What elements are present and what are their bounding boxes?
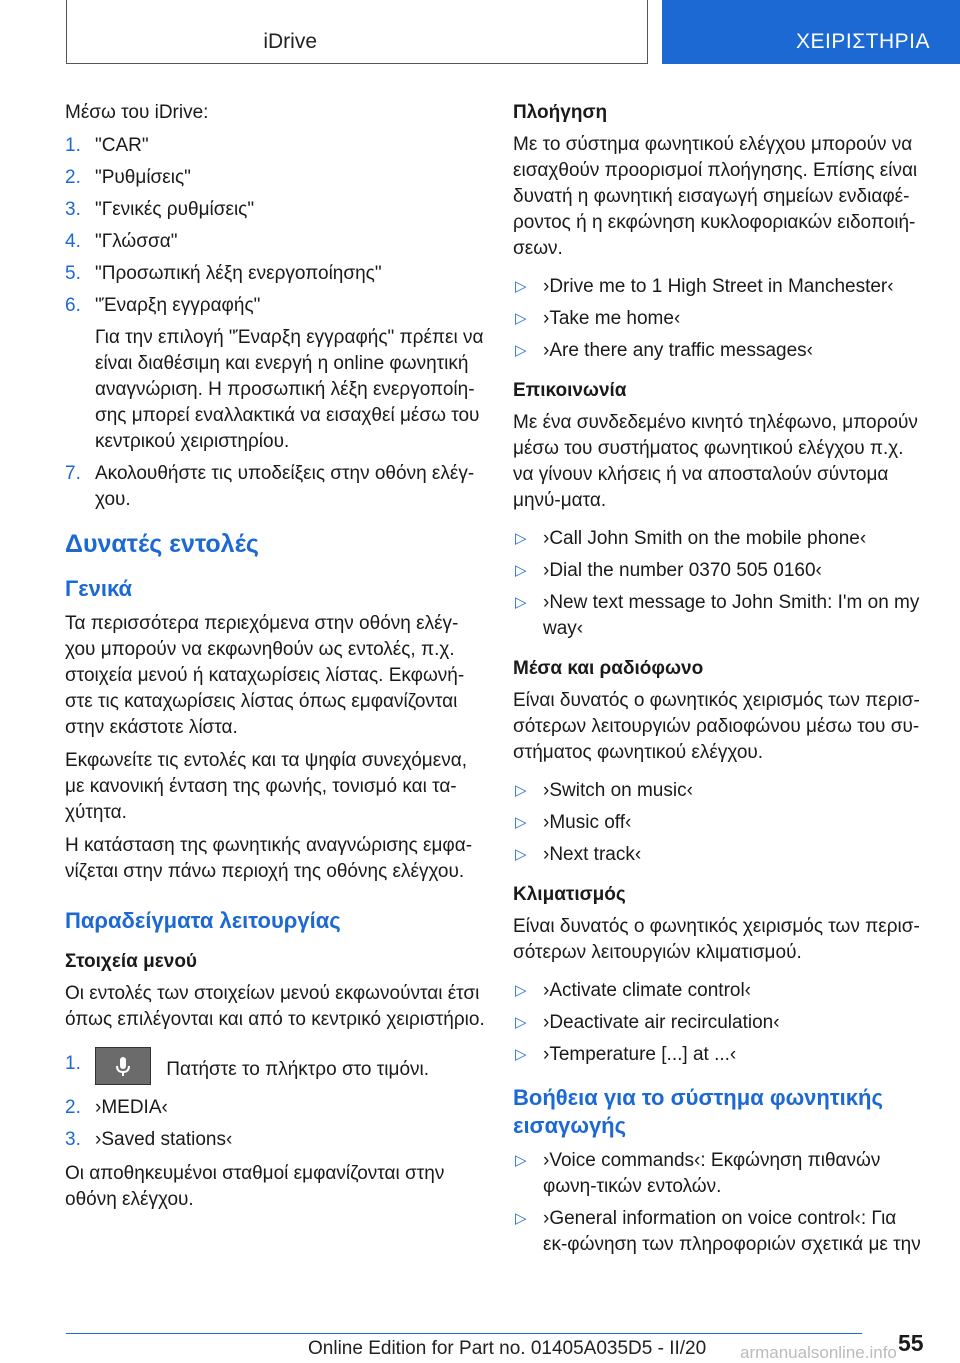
list-item	[513, 1010, 923, 1036]
heading-voice-help: Βοήθεια για το σύστημα φωνητικής εισαγωγής	[513, 1085, 883, 1138]
header-chapter-tab: ΧΕΙΡΙΣΤΗΡΙΑ	[662, 0, 960, 64]
paragraph: Με ένα συνδεδεμένο κινητό τηλέφωνο, μπορούν μέσω του συστήματος φωνητικού ελέγχου π.χ. να γίνουν κλήσεις ή να αποσταλούν σύντομα μηνύ-ματα.	[513, 412, 918, 511]
header-section-title: iDrive	[263, 30, 317, 53]
triangle-bullet-icon: ▷	[515, 310, 527, 327]
command-text: ›Drive me to 1 High Street in Manchester‹	[543, 276, 894, 297]
paragraph: Είναι δυνατός ο φωνητικός χειρισμός των περισ-σότερων λειτουργιών ραδιοφώνου μέσω του συ-στήματος φωνητικού ελέγχου.	[513, 690, 920, 763]
step-body	[95, 293, 487, 455]
step-text: "Γενικές ρυθμίσεις"	[95, 199, 255, 220]
list-item	[65, 261, 487, 287]
footer-edition: Online Edition for Part no. 01405A035D5 - II/20	[308, 1338, 707, 1359]
list-item	[513, 842, 923, 868]
settings-steps	[65, 133, 487, 513]
command-text: ›Temperature [...] at ...‹	[543, 1044, 737, 1065]
triangle-bullet-icon: ▷	[515, 530, 527, 547]
help-commands	[513, 1148, 923, 1258]
heading-menu-items: Στοιχεία μενού	[65, 951, 197, 972]
command-text: ›Voice commands‹: Εκφώνηση πιθανών φωνη-τικών εντολών.	[543, 1150, 881, 1197]
step-text: "Έναρξη εγγραφής"	[95, 295, 261, 316]
step-text: Πατήστε το πλήκτρο στο τιμόνι.	[166, 1059, 430, 1081]
command-text: ›Call John Smith on the mobile phone‹	[543, 528, 867, 549]
triangle-bullet-icon: ▷	[515, 1014, 527, 1031]
heading-communication: Επικοινωνία	[513, 380, 627, 401]
list-item	[65, 229, 487, 255]
step-text: "Προσωπική λέξη ενεργοποίησης"	[95, 263, 382, 284]
command-text: ›General information on voice control‹: Για εκ-φώνηση των πληροφοριών σχετικά με την	[543, 1208, 921, 1255]
command-text: ›Take me home‹	[543, 308, 681, 329]
heading-media-radio: Μέσα και ραδιόφωνο	[513, 658, 704, 679]
step-number: 4.	[65, 231, 81, 252]
paragraph: Οι εντολές των στοιχείων μενού εκφωνούνται έτσι όπως επιλέγονται και από το κεντρικό χειριστήριο.	[65, 983, 485, 1030]
triangle-bullet-icon: ▷	[515, 562, 527, 579]
heading-navigation: Πλοήγηση	[513, 102, 608, 123]
step-number: 3.	[65, 1129, 81, 1150]
paragraph: Είναι δυνατός ο φωνητικός χειρισμός των περισ-σότερων λειτουργιών κλιματισμού.	[513, 916, 920, 963]
page-number: 55	[898, 1330, 924, 1356]
step-number: 2.	[65, 167, 81, 188]
list-item	[513, 306, 923, 332]
footer-divider	[66, 1333, 862, 1334]
list-item	[513, 810, 923, 836]
step-number: 7.	[65, 463, 81, 484]
step-text: "Γλώσσα"	[95, 231, 178, 252]
list-item	[513, 558, 923, 584]
triangle-bullet-icon: ▷	[515, 1046, 527, 1063]
list-item	[65, 133, 487, 159]
step-text: Ακολουθήστε τις υποδείξεις στην οθόνη ελέγ-χου.	[95, 463, 475, 510]
list-item	[65, 1051, 487, 1089]
command-text: ›Are there any traffic messages‹	[543, 340, 813, 361]
list-item	[513, 1042, 923, 1068]
list-item	[65, 165, 487, 191]
step-number: 6.	[65, 295, 81, 316]
command-text: ›New text message to John Smith: I'm on my way‹	[543, 592, 920, 639]
heading-general: Γενικά	[65, 576, 133, 601]
command-text: ›Next track‹	[543, 844, 642, 865]
triangle-bullet-icon: ▷	[515, 982, 527, 999]
list-item	[513, 1206, 923, 1258]
step-number: 3.	[65, 199, 81, 220]
triangle-bullet-icon: ▷	[515, 782, 527, 799]
command-text: ›Deactivate air recirculation‹	[543, 1012, 780, 1033]
triangle-bullet-icon: ▷	[515, 1210, 527, 1227]
heading-examples: Παραδείγματα λειτουργίας	[65, 908, 341, 933]
navigation-commands	[513, 274, 923, 364]
step-text: ›MEDIA‹	[95, 1097, 168, 1118]
list-item	[65, 1127, 487, 1153]
command-text: ›Dial the number 0370 505 0160‹	[543, 560, 822, 581]
list-item	[513, 778, 923, 804]
list-item	[65, 293, 487, 455]
list-item	[65, 1095, 487, 1121]
header-frame	[66, 0, 648, 64]
climate-commands	[513, 978, 923, 1068]
triangle-bullet-icon: ▷	[515, 846, 527, 863]
paragraph: Οι αποθηκευμένοι σταθμοί εμφανίζονται στην οθόνη ελέγχου.	[65, 1163, 445, 1210]
step-body	[95, 1051, 487, 1089]
triangle-bullet-icon: ▷	[515, 278, 527, 295]
list-item	[513, 338, 923, 364]
triangle-bullet-icon: ▷	[515, 1152, 527, 1169]
step-text: "Ρυθμίσεις"	[95, 167, 191, 188]
step-number: 1.	[65, 135, 81, 156]
step-text: "CAR"	[95, 135, 149, 156]
step-note: Για την επιλογή "Έναρξη εγγραφής" πρέπει να είναι διαθέσιμη και ενεργή η online φωνητική αναγνώριση. Η προσωπική λέξη ενεργοποίη-σης μπορεί εναλλακτικά να εισαχθεί μέσω του κεντρικού χειριστηρίου.	[95, 327, 484, 452]
left-column	[65, 100, 487, 1220]
triangle-bullet-icon: ▷	[515, 594, 527, 611]
media-commands	[513, 778, 923, 868]
list-item	[513, 590, 923, 642]
list-item	[513, 1148, 923, 1200]
paragraph: Με το σύστημα φωνητικού ελέγχου μπορούν να εισαχθούν προορισμοί πλοήγησης. Επίσης είναι δυνατή η φωνητική εισαγωγή σημείων ενδιαφέ-ροντος ή η εκφώνηση κυκλοφοριακών ειδοποιή-σεων.	[513, 134, 918, 259]
triangle-bullet-icon: ▷	[515, 814, 527, 831]
triangle-bullet-icon: ▷	[515, 342, 527, 359]
step-number: 5.	[65, 263, 81, 284]
heading-climate: Κλιματισμός	[513, 884, 626, 905]
step-number: 1.	[65, 1053, 81, 1074]
right-column	[513, 100, 923, 1266]
list-item	[513, 978, 923, 1004]
command-text: ›Activate climate control‹	[543, 980, 752, 1001]
paragraph: Η κατάσταση της φωνητικής αναγνώρισης εμφα-νίζεται στην πάνω περιοχή της οθόνης ελέγχου.	[65, 835, 473, 882]
command-text: ›Music off‹	[543, 812, 632, 833]
paragraph: Τα περισσότερα περιεχόμενα στην οθόνη ελέγ-χου μπορούν να εκφωνηθούν ως εντολές, π.χ. στοιχεία μενού ή καταχωρίσεις λίστας. Εκφωνή-στε τις καταχωρίσεις λίστας όπως εμφανίζονται στην εκάστοτε λίστα.	[65, 613, 465, 738]
step-text: ›Saved stations‹	[95, 1129, 233, 1150]
list-item	[513, 274, 923, 300]
watermark: armanualsonline.info	[740, 1343, 897, 1362]
microphone-button-icon	[95, 1047, 151, 1085]
list-item	[65, 461, 487, 513]
command-text: ›Switch on music‹	[543, 780, 693, 801]
paragraph: Εκφωνείτε τις εντολές και τα ψηφία συνεχόμενα, με κανονική ένταση της φωνής, τονισμό και τα-χύτητα.	[65, 750, 467, 823]
intro-text: Μέσω του iDrive:	[65, 102, 209, 123]
list-item	[513, 526, 923, 552]
list-item	[65, 197, 487, 223]
step-number: 2.	[65, 1097, 81, 1118]
heading-possible-commands: Δυνατές εντολές	[65, 530, 259, 558]
menu-steps	[65, 1051, 487, 1153]
communication-commands	[513, 526, 923, 642]
